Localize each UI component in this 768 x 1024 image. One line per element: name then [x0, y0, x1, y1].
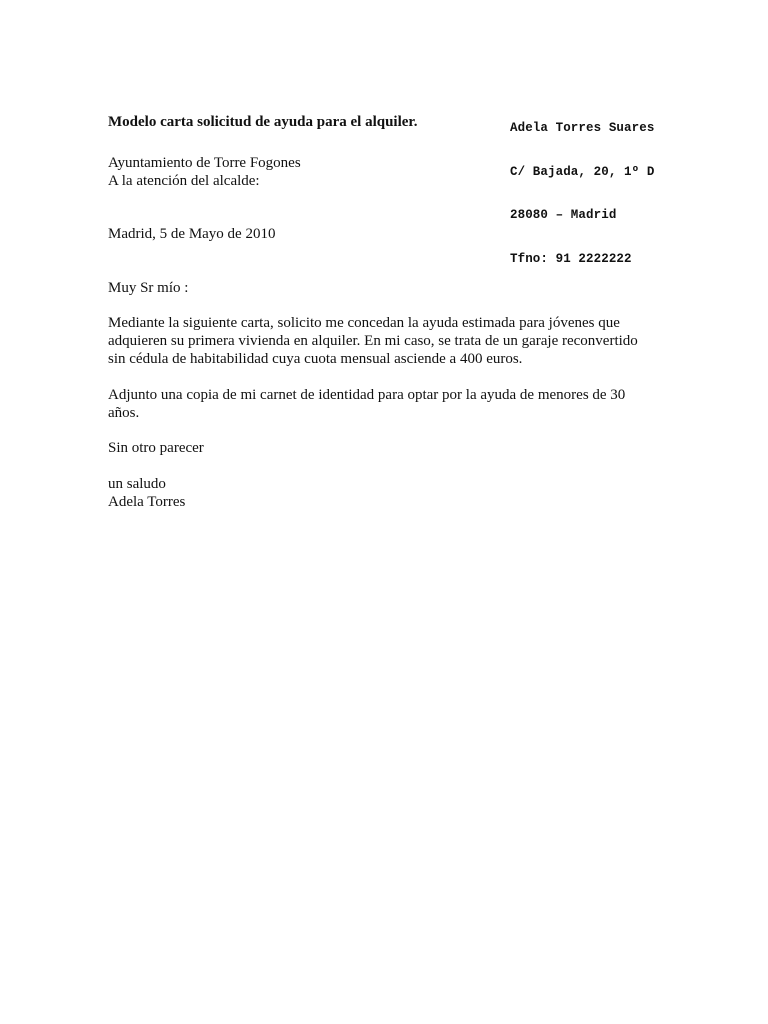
greeting-line: Muy Sr mío :	[108, 280, 189, 296]
farewell-line: un saludo	[108, 476, 166, 492]
recipient-line-1: Ayuntamiento de Torre Fogones	[108, 155, 301, 171]
sender-city: 28080 – Madrid	[510, 208, 617, 222]
sender-address-block	[510, 92, 654, 295]
sender-name: Adela Torres Suares	[510, 121, 655, 135]
recipient-line-2: A la atención del alcalde:	[108, 173, 260, 189]
paragraph-2-line-2: años.	[108, 405, 140, 421]
paragraph-1-line-1: Mediante la siguiente carta, solicito me concedan la ayuda estimada para jóvenes que	[108, 315, 620, 331]
paragraph-1-line-2: adquieren su primera vivienda en alquiler. En mi caso, se trata de un garaje reconvertido	[108, 333, 638, 349]
paragraph-2	[108, 386, 668, 422]
paragraph-1-line-3: sin cédula de habitabilidad cuya cuota mensual asciende a 400 euros.	[108, 351, 523, 367]
closing-line: Sin otro parecer	[108, 440, 204, 456]
letter-date	[108, 225, 668, 243]
signature-block	[108, 475, 668, 511]
sender-street: C/ Bajada, 20, 1º D	[510, 164, 655, 179]
recipient-block	[108, 154, 668, 190]
letter-greeting	[108, 279, 668, 297]
date-line: Madrid, 5 de Mayo de 2010	[108, 226, 276, 242]
document-title: Modelo carta solicitud de ayuda para el alquiler.	[108, 114, 418, 130]
sender-phone: Tfno: 91 2222222	[510, 251, 632, 266]
closing-block	[108, 439, 668, 457]
paragraph-2-line-1: Adjunto una copia de mi carnet de identidad para optar por la ayuda de menores de 30	[108, 387, 626, 403]
paragraph-1	[108, 314, 668, 368]
signature-name: Adela Torres	[108, 494, 186, 510]
